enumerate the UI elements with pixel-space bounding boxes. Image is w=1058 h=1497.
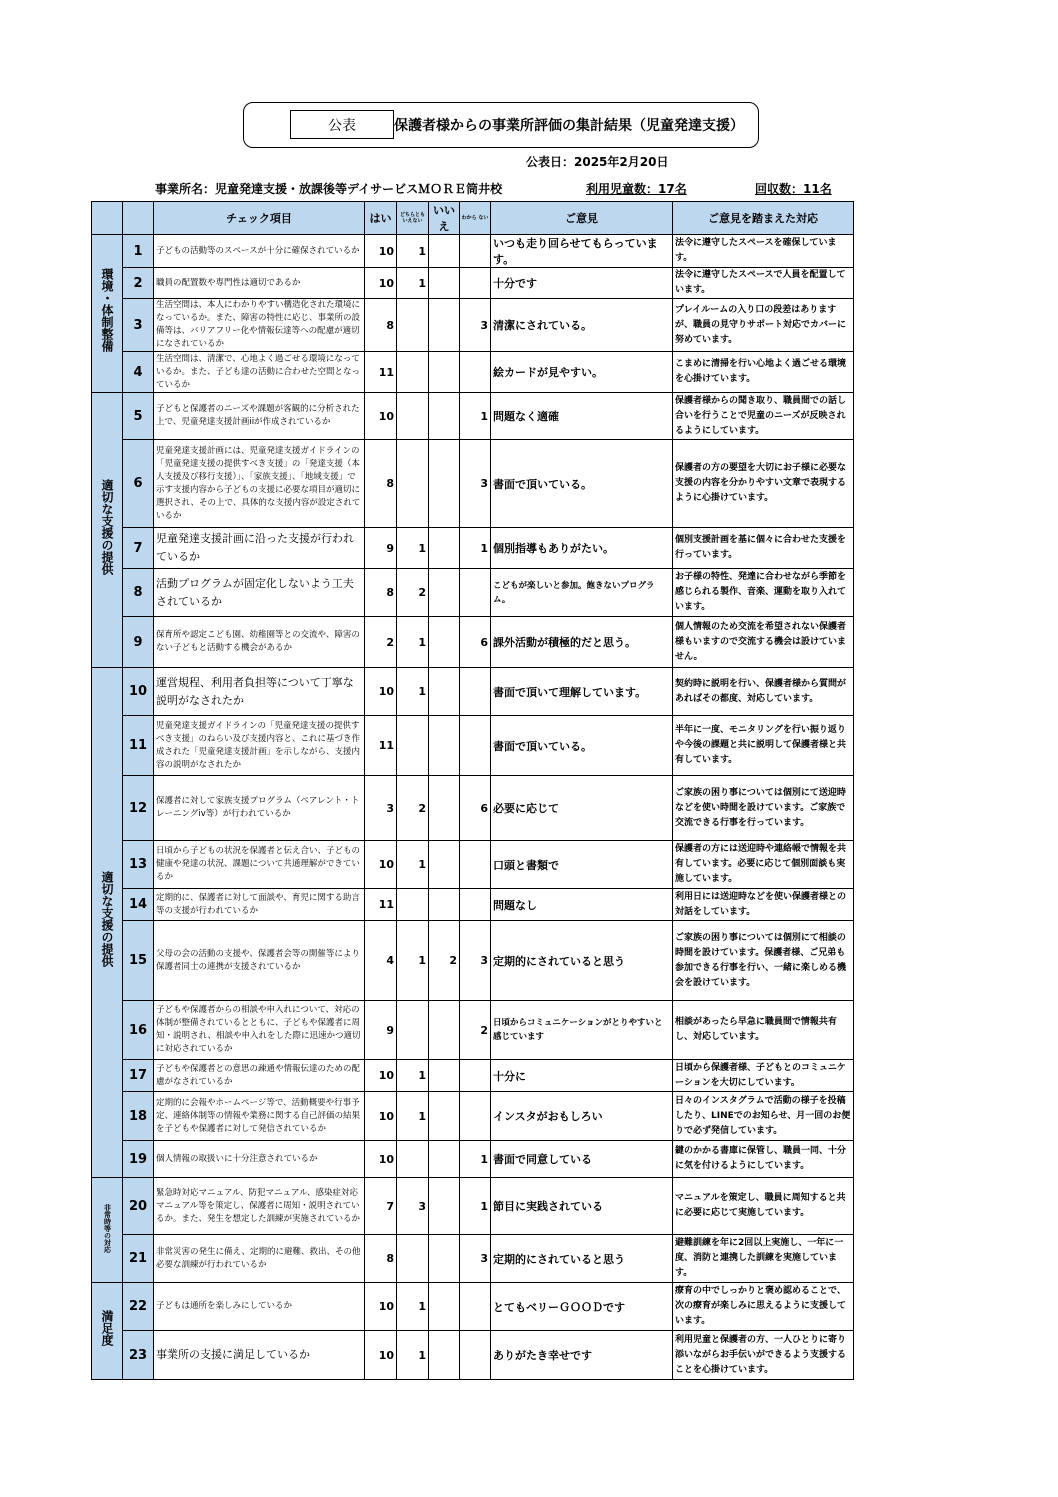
check-item: 活動プログラムが固定化しないよう工夫されているか [154,569,365,617]
response: ご家族の困り事については個別にて送迎時などを使い時間を設けています。ご家族で交流できる行事を行っています。 [673,776,854,841]
count-yes: 10 [365,1092,397,1141]
count-unknown [460,668,491,716]
category-label: 適切な支援の提供 [92,393,123,668]
check-item: 個人情報の取扱いに十分注意されているか [154,1141,365,1178]
table-row [92,268,854,299]
response: 利用日には送迎時などを使い保護者様との対話をしています。 [673,889,854,921]
table-header-row [92,202,854,235]
table-row [92,352,854,393]
facility-name: 事業所名：児童発達支援・放課後等デイサービスＭＯＲＥ筒井校 [155,182,503,196]
opinion: 書面で頂いている。 [491,440,673,528]
response: お子様の特性、発達に合わせながら季節を感じられる製作、音楽、運動を取り入れています。 [673,569,854,617]
header-unknown: わから ない [461,215,489,221]
opinion: 書面で同意している [491,1141,673,1178]
item-number: 16 [123,1001,154,1060]
check-item: 事業所の支援に満足しているか [154,1331,365,1380]
header-check-item: チェック項目 [154,202,365,235]
table-row [92,1235,854,1283]
item-number: 20 [123,1178,154,1235]
count-no [429,1235,460,1283]
count-yes: 10 [365,235,397,268]
response: マニュアルを策定し、職員に周知すると共に必要に応じて実施しています。 [673,1178,854,1235]
count-no [429,1141,460,1178]
count-no [429,716,460,776]
check-item: 児童発達支援計画には、児童発達支援ガイドラインの「児童発達支援の提供すべき支援」の「発達支援（本人支援及び移行支援）」、「家族支援」、「地域支援」で示す支援内容から子どもの支援に必要な項目が適切に選択され、その上で、具体的な支援内容が設定されているか [154,440,365,528]
count-yes: 10 [365,393,397,440]
item-number: 3 [123,299,154,352]
check-item: 保護者に対して家族支援プログラム（ペアレント・トレーニングiv等）が行われているか [154,776,365,841]
count-yes: 7 [365,1178,397,1235]
item-number: 2 [123,268,154,299]
count-yes: 4 [365,921,397,1001]
opinion: 問題なし [491,889,673,921]
opinion: 個別指導もありがたい。 [491,528,673,569]
count-yes: 11 [365,716,397,776]
response: 保護者の方には送迎時や連絡帳で情報を共有しています。必要に応じて個別面談も実施しています。 [673,841,854,889]
count-unknown [460,889,491,921]
count-neutral [397,1141,429,1178]
opinion: とてもベリーＧＯＯＤです [491,1283,673,1331]
count-unknown: 1 [460,393,491,440]
item-number: 18 [123,1092,154,1141]
count-neutral: 1 [397,528,429,569]
item-number: 11 [123,716,154,776]
table-row [92,1001,854,1060]
check-item: 父母の会の活動の支援や、保護者会等の開催等により保護者同士の連携が支援されているか [154,921,365,1001]
count-yes: 9 [365,1001,397,1060]
count-unknown: 3 [460,921,491,1001]
check-item: 日頃から子どもの状況を保護者と伝え合い、子どもの健康や発達の状況、課題について共通理解ができているか [154,841,365,889]
count-neutral [397,440,429,528]
item-number: 14 [123,889,154,921]
count-no [429,268,460,299]
count-yes: 10 [365,668,397,716]
response: ご家族の困り事については個別にて相談の時間を設けています。保護者様、ご兄弟も参加できる行事を行い、一緒に楽しめる機会を設けています。 [673,921,854,1001]
page-title: 保護者様からの事業所評価の集計結果（児童発達支援） [394,118,744,134]
check-item: 定期的に、保護者に対して面談や、育児に関する助言等の支援が行われているか [154,889,365,921]
count-yes: 10 [365,268,397,299]
evaluation-table [91,201,854,1380]
item-number: 23 [123,1331,154,1380]
check-item: 子どもの活動等のスペースが十分に確保されているか [154,235,365,268]
item-number: 13 [123,841,154,889]
count-unknown [460,841,491,889]
response: 法令に遵守したスペースで人員を配置しています。 [673,268,854,299]
count-unknown [460,268,491,299]
item-number: 22 [123,1283,154,1331]
table-row [92,1331,854,1380]
count-unknown [460,716,491,776]
opinion: 問題なく適確 [491,393,673,440]
item-number: 12 [123,776,154,841]
collected-count: 回収数：11名 [755,182,832,196]
count-no [429,889,460,921]
title-box [243,102,759,148]
count-neutral [397,1235,429,1283]
count-no [429,299,460,352]
table-row [92,841,854,889]
check-item: 保育所や認定こども園、幼稚園等との交流や、障害のない子どもと活動する機会があるか [154,617,365,668]
item-number: 5 [123,393,154,440]
response: 契約時に説明を行い、保護者様から質問があればその都度、対応しています。 [673,668,854,716]
check-item: 子どもや保護者からの相談や申入れについて、対応の体制が整備されているとともに、子どもや保護者に周知・説明され、相談や申入れをした際に迅速かつ適切に対応されているか [154,1001,365,1060]
count-no: 2 [429,921,460,1001]
response: 個別支援計画を基に個々に合わせた支援を行っています。 [673,528,854,569]
category-label: 非常時等の対応 [92,1178,123,1283]
response: 避難訓練を年に2回以上実施し、一年に一度、消防と連携した訓練を実施しています。 [673,1235,854,1283]
count-unknown: 6 [460,617,491,668]
count-unknown: 1 [460,1178,491,1235]
table-row [92,668,854,716]
table-row [92,716,854,776]
count-yes: 10 [365,1283,397,1331]
count-yes: 8 [365,299,397,352]
check-item: 児童発達支援計画に沿った支援が行われているか [154,528,365,569]
response: 相談があったら早急に職員間で情報共有し、対応しています。 [673,1001,854,1060]
table-row [92,1141,854,1178]
count-neutral: 1 [397,1060,429,1092]
opinion: 課外活動が積極的だと思う。 [491,617,673,668]
table-row [92,776,854,841]
table-row [92,1092,854,1141]
opinion: ありがたき幸せです [491,1331,673,1380]
count-no [429,1331,460,1380]
count-no [429,1060,460,1092]
table-row [92,617,854,668]
item-number: 7 [123,528,154,569]
count-yes: 8 [365,440,397,528]
header-number [123,202,154,235]
count-neutral: 2 [397,569,429,617]
count-unknown [460,1331,491,1380]
count-unknown: 3 [460,299,491,352]
count-neutral [397,889,429,921]
count-no [429,668,460,716]
publish-date: 公表日：2025年2月20日 [526,155,669,169]
opinion: 節目に実践されている [491,1178,673,1235]
item-number: 17 [123,1060,154,1092]
count-unknown: 1 [460,528,491,569]
count-yes: 11 [365,889,397,921]
item-number: 4 [123,352,154,393]
check-item: 生活空間は、清潔で、心地よく過ごせる環境になっているか。また、子ども達の活動に合わせた空間となっているか [154,352,365,393]
count-neutral: 1 [397,921,429,1001]
table-row [92,440,854,528]
count-yes: 2 [365,617,397,668]
opinion: 日頃からコミュニケーションがとりやすいと感じています [491,1001,673,1060]
header-response: ご意見を踏まえた対応 [673,202,854,235]
count-yes: 9 [365,528,397,569]
header-yes: はい [365,202,397,235]
header-no: いいえ [429,202,460,235]
check-item: 子どもは通所を楽しみにしているか [154,1283,365,1331]
count-no [429,440,460,528]
count-neutral: 3 [397,1178,429,1235]
count-neutral: 1 [397,268,429,299]
count-no [429,1283,460,1331]
item-number: 10 [123,668,154,716]
response: 個人情報のため交流を希望されない保護者様もいますので交流する機会は設けていません。 [673,617,854,668]
opinion: 書面で頂いている。 [491,716,673,776]
opinion: 口頭と書類で [491,841,673,889]
count-yes: 8 [365,1235,397,1283]
opinion: こどもが楽しいと参加。飽きないプログラム。 [491,569,673,617]
header-opinion: ご意見 [491,202,673,235]
count-no [429,393,460,440]
response: 半年に一度、モニタリングを行い振り返りや今後の課題と共に説明して保護者様と共有しています。 [673,716,854,776]
count-unknown: 3 [460,440,491,528]
check-item: 非常災害の発生に備え、定期的に避難、救出、その他必要な訓練が行われているか [154,1235,365,1283]
table-row [92,921,854,1001]
check-item: 緊急時対応マニュアル、防犯マニュアル、感染症対応マニュアル等を策定し、保護者に周知・説明されているか。また、発生を想定した訓練が実施されているか [154,1178,365,1235]
count-unknown: 6 [460,776,491,841]
opinion: 定期的にされていると思う [491,1235,673,1283]
item-number: 8 [123,569,154,617]
count-unknown [460,569,491,617]
count-unknown [460,235,491,268]
table-row [92,569,854,617]
count-unknown: 1 [460,1141,491,1178]
table-row [92,1283,854,1331]
check-item: 生活空間は、本人にわかりやすい構造化された環境になっているか。また、障害の特性に応じ、事業所の設備等は、バリアフリー化や情報伝達等への配慮が適切になされているか [154,299,365,352]
response: 保護者の方の要望を大切にお子様に必要な支援の内容を分かりやすい文章で表現するように心掛けています。 [673,440,854,528]
count-yes: 11 [365,352,397,393]
opinion: 必要に応じて [491,776,673,841]
table-row [92,1060,854,1092]
count-neutral [397,1001,429,1060]
count-no [429,1092,460,1141]
check-item: 運営規程、利用者負担等について丁寧な説明がなされたか [154,668,365,716]
user-count: 利用児童数：17名 [586,182,687,196]
count-neutral: 2 [397,776,429,841]
count-no [429,776,460,841]
count-neutral [397,352,429,393]
header-category [92,202,123,235]
opinion: 清潔にされている。 [491,299,673,352]
count-no [429,569,460,617]
category-label: 環境・体制整備 [92,235,123,393]
response: プレイルームの入り口の段差はありますが、職員の見守りサポート対応でカバーに努めています。 [673,299,854,352]
response: こまめに清掃を行い心地よく過ごせる環境を心掛けています。 [673,352,854,393]
item-number: 21 [123,1235,154,1283]
category-label: 適切な支援の提供 [92,668,123,1178]
check-item: 定期的に会報やホームページ等で、活動概要や行事予定、連絡体制等の情報や業務に関する自己評価の結果を子どもや保護者に対して発信されているか [154,1092,365,1141]
opinion: いつも走り回らせてもらっています。 [491,235,673,268]
opinion: 書面で頂いて理解しています。 [491,668,673,716]
category-label: 満足度 [92,1283,123,1380]
count-unknown [460,1283,491,1331]
table-row [92,235,854,268]
count-no [429,235,460,268]
response: 利用児童と保護者の方、一人ひとりに寄り添いながらお手伝いができるよう支援することを心掛けています。 [673,1331,854,1380]
item-number: 1 [123,235,154,268]
count-neutral: 1 [397,668,429,716]
check-item: 職員の配置数や専門性は適切であるか [154,268,365,299]
count-yes: 3 [365,776,397,841]
count-yes: 10 [365,1060,397,1092]
item-number: 6 [123,440,154,528]
count-yes: 10 [365,841,397,889]
opinion: インスタがおもしろい [491,1092,673,1141]
table-row [92,299,854,352]
item-number: 15 [123,921,154,1001]
table-row [92,889,854,921]
table-row [92,1178,854,1235]
opinion: 定期的にされていると思う [491,921,673,1001]
count-neutral: 1 [397,1331,429,1380]
item-number: 9 [123,617,154,668]
count-neutral [397,299,429,352]
count-neutral [397,716,429,776]
count-yes: 10 [365,1141,397,1178]
opinion: 絵カードが見やすい。 [491,352,673,393]
table-row [92,528,854,569]
count-unknown [460,1092,491,1141]
header-neutral: どちらとも いえない [399,212,425,224]
opinion: 十分です [491,268,673,299]
count-no [429,617,460,668]
table-row [92,393,854,440]
opinion: 十分に [491,1060,673,1092]
count-neutral [397,393,429,440]
count-neutral: 1 [397,617,429,668]
response: 鍵のかかる書庫に保管し、職員一同、十分に気を付けるようにしています。 [673,1141,854,1178]
count-neutral: 1 [397,1092,429,1141]
response: 法令に遵守したスペースを確保しています。 [673,235,854,268]
count-yes: 8 [365,569,397,617]
response: 療育の中でしっかりと褒め認めることで、次の療育が楽しみに思えるように支援しています。 [673,1283,854,1331]
response: 日々のインスタグラムで活動の様子を投稿したり、LINEでのお知らせ、月一回のお便りで必ず発信しています。 [673,1092,854,1141]
count-neutral: 1 [397,841,429,889]
count-no [429,841,460,889]
count-no [429,528,460,569]
count-no [429,352,460,393]
check-item: 子どもと保護者のニーズや課題が客観的に分析された上で、児童発達支援計画iiが作成されているか [154,393,365,440]
response: 保護者様からの聞き取り、職員間での話し合いを行うことで児童のニーズが反映されるようにしています。 [673,393,854,440]
response: 日頃から保護者様、子どもとのコミュニケーションを大切にしています。 [673,1060,854,1092]
check-item: 子どもや保護者との意思の疎通や情報伝達のための配慮がなされているか [154,1060,365,1092]
item-number: 19 [123,1141,154,1178]
count-no [429,1178,460,1235]
publication-badge: 公表 [290,110,394,139]
count-unknown: 2 [460,1001,491,1060]
count-no [429,1001,460,1060]
count-unknown: 3 [460,1235,491,1283]
count-yes: 10 [365,1331,397,1380]
count-neutral: 1 [397,1283,429,1331]
count-unknown [460,352,491,393]
check-item: 児童発達支援ガイドラインの「児童発達支援の提供すべき支援」のねらい及び支援内容と、これに基づき作成された「児童発達支援計画」を示しながら、支援内容の説明がなされたか [154,716,365,776]
count-neutral: 1 [397,235,429,268]
count-unknown [460,1060,491,1092]
